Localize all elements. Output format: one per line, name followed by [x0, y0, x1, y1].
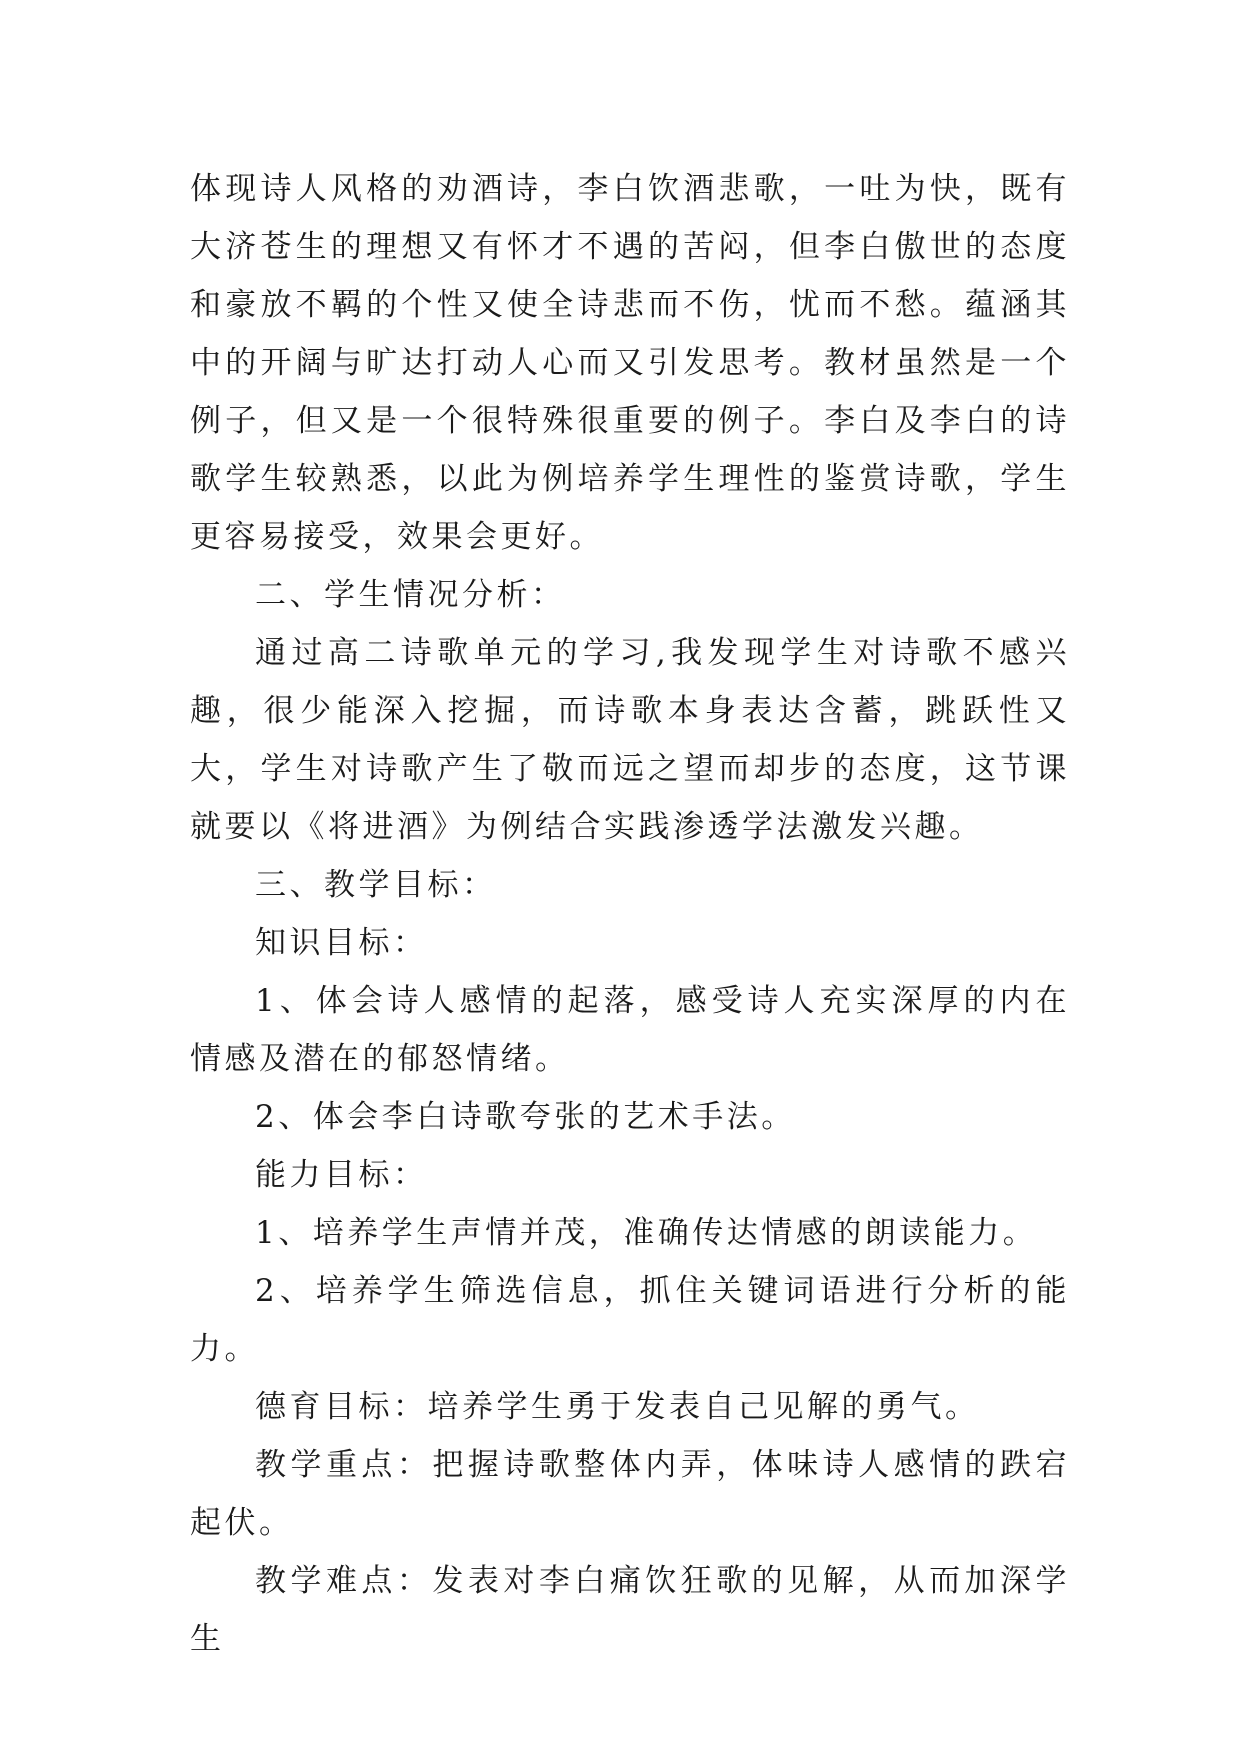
- list-item-ability-1: 1、培养学生声情并茂，准确传达情感的朗读能力。: [255, 1215, 1038, 1251]
- paragraph-intro-continued: 体现诗人风格的劝酒诗，李白饮酒悲歌，一吐为快，既有大济苍生的理想又有怀才不遇的苦闷，但李白傲世的态度和豪放不羁的个性又使全诗悲而不伤，忧而不愁。蕴涵其中的开阔与旷达打动人心而又引发思考。教材虽然是一个例子，但又是一个很特殊很重要的例子。李白及李白的诗歌学生较熟悉，以此为例培养学生理性的鉴赏诗歌，学生更容易接受，效果会更好。: [190, 171, 1070, 555]
- paragraph-moral-goal: 德育目标：培养学生勇于发表自己见解的勇气。: [255, 1389, 980, 1425]
- paragraph-teaching-difficulty: 教学难点：发表对李白痛饮狂歌的见解，从而加深学生: [190, 1563, 1070, 1657]
- list-item-knowledge-2: 2、体会李白诗歌夸张的艺术手法。: [255, 1099, 796, 1135]
- list-item-ability-2: 2、培养学生筛选信息，抓住关键词语进行分析的能力。: [190, 1273, 1070, 1367]
- paragraph-student-analysis: 通过高二诗歌单元的学习,我发现学生对诗歌不感兴趣，很少能深入挖掘，而诗歌本身表达含蓄，跳跃性又大，学生对诗歌产生了敬而远之望而却步的态度，这节课就要以《将进酒》为例结合实践渗透学法激发兴趣。: [190, 635, 1070, 845]
- subheading-knowledge-goals: 知识目标：: [255, 925, 428, 961]
- heading-student-analysis: 二、学生情况分析：: [255, 577, 566, 613]
- paragraph-teaching-focus: 教学重点：把握诗歌整体内弄，体味诗人感情的跌宕起伏。: [190, 1447, 1070, 1541]
- document-body: [190, 160, 1070, 1668]
- heading-teaching-goals: 三、教学目标：: [255, 867, 497, 903]
- subheading-ability-goals: 能力目标：: [255, 1157, 428, 1193]
- list-item-knowledge-1: 1、体会诗人感情的起落，感受诗人充实深厚的内在情感及潜在的郁怒情绪。: [190, 983, 1070, 1077]
